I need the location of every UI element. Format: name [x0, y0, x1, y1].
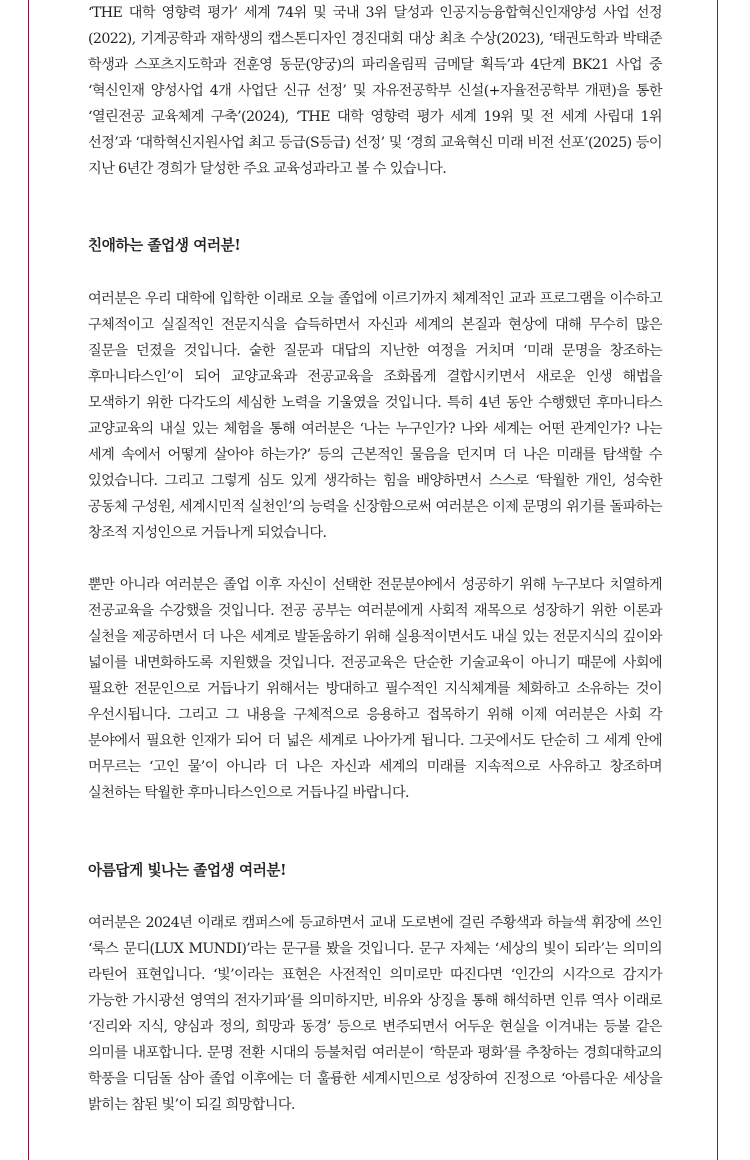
- intro-paragraph: ‘THE 대학 영향력 평가’ 세계 74위 및 국내 3위 달성과 인공지능융합혁신인재양성 사업 선정(2022), 기계공학과 재학생의 캡스톤디자인 경진대회 대상 최초 수상(2023), ‘태권도학과 박태준 학생과 스포츠지도학과 전훈영 동문(양궁)의 파리올림픽 금메달 획득’과 4단계 BK21 사업 중 ‘혁신인재 양성사업 4개 사업단 신규 선정’ 및 자유전공학부 신설(+자율전공학부 개편)을 통한 ‘열린전공 교육체계 구축’(2024), ‘THE 대학 영향력 평가 세계 19위 및 전 세계 사립대 1위 선정’과 ‘대학혁신지원사업 최고 등급(S등급) 선정’ 및 ‘경희 교육혁신 미래 비전 선포’(2025) 등이 지난 6년간 경희가 달성한 주요 교육성과라고 볼 수 있습니다.: [88, 5, 662, 177]
- paragraph-lux-mundi: 여러분은 2024년 이래로 캠퍼스에 등교하면서 교내 도로변에 걸린 주황색과 하늘색 휘장에 쓰인 ‘룩스 문디(LUX MUNDI)’라는 문구를 봤을 것입니다. 문구 자체는 ‘세상의 빛이 되라’는 의미의 라틴어 표현입니다. ‘빛’이라는 표현은 사전적인 의미로만 따진다면 ‘인간의 시각으로 감지가 가능한 가시광선 영역의 전자기파’를 의미하지만, 비유와 상징을 통해 해석하면 인류 역사 이래로 ‘진리와 지식, 양심과 정의, 희망과 동경’ 등으로 변주되면서 어두운 현실을 이겨내는 등불 같은 의미를 내포합니다. 문명 전환 시대의 등불처럼 여러분이 ‘학문과 평화’를 추창하는 경희대학교의 학풍을 디딤돌 삼아 졸업 이후에는 더 훌륭한 세계시민으로 성장하여 진정으로 ‘아름다운 세상을 밝히는 참된 빛’이 되길 희망합니다.: [88, 915, 662, 1113]
- section-heading-dear-graduates: 친애하는 졸업생 여러분!: [88, 237, 241, 254]
- paragraph-humanitas-education: 여러분은 우리 대학에 입학한 이래로 오늘 졸업에 이르기까지 체계적인 교과 프로그램을 이수하고 구체적이고 실질적인 전문지식을 습득하면서 자신과 세계의 본질과 현상에 대해 무수히 많은 질문을 던졌을 것입니다. 숱한 질문과 대답의 지난한 여정을 거치며 ‘미래 문명을 창조하는 후마니타스인’이 되어 교양교육과 전공교육을 조화롭게 결합시키면서 새로운 인생 해법을 모색하기 위한 다각도의 세심한 노력을 기울였을 것입니다. 특히 4년 동안 수행했던 후마니타스 교양교육의 내실 있는 체험을 통해 여러분은 ‘나는 누구인가? 나와 세계는 어떤 관계인가? 나는 세계 속에서 어떻게 살아야 하는가?’ 등의 근본적인 물음을 던지며 더 나은 미래를 탐색할 수 있었습니다. 그리고 그렇게 심도 있게 생각하는 힘을 배양하면서 스스로 ‘탁월한 개인, 성숙한 공동체 구성원, 세계시민적 실천인’의 능력을 신장함으로써 여러분은 이제 문명의 위기를 돌파하는 창조적 지성인으로 거듭나게 되었습니다.: [88, 291, 662, 541]
- section-heading-shining-graduates: 아름답게 빛나는 졸업생 여러분!: [88, 862, 287, 879]
- paragraph-major-education: 뿐만 아니라 여러분은 졸업 이후 자신이 선택한 전문분야에서 성공하기 위해 누구보다 치열하게 전공교육을 수강했을 것입니다. 전공 공부는 여러분에게 사회적 재목으로 성장하기 위한 이론과 실천을 제공하면서 더 나은 세계로 발돋움하기 위해 실용적이면서도 내실 있는 전문지식의 깊이와 넓이를 내면화하도록 지원했을 것입니다. 전공교육은 단순한 기술교육이 아니기 때문에 사회에 필요한 전문인으로 거듭나기 위해서는 방대하고 필수적인 지식체계를 체화하고 소유하는 것이 우선시됩니다. 그리고 그 내용을 구체적으로 응용하고 접목하기 위해 이제 여러분은 사회 각 분야에서 필요한 인재가 되어 더 넓은 세계로 나아가게 됩니다. 그곳에서도 단순히 그 세계 안에 머무르는 ‘고인 물’이 아니라 더 나은 자신과 세계의 미래를 지속적으로 사유하고 창조하며 실천하는 탁월한 후마니타스인으로 거듭나길 바랍니다.: [88, 577, 662, 801]
